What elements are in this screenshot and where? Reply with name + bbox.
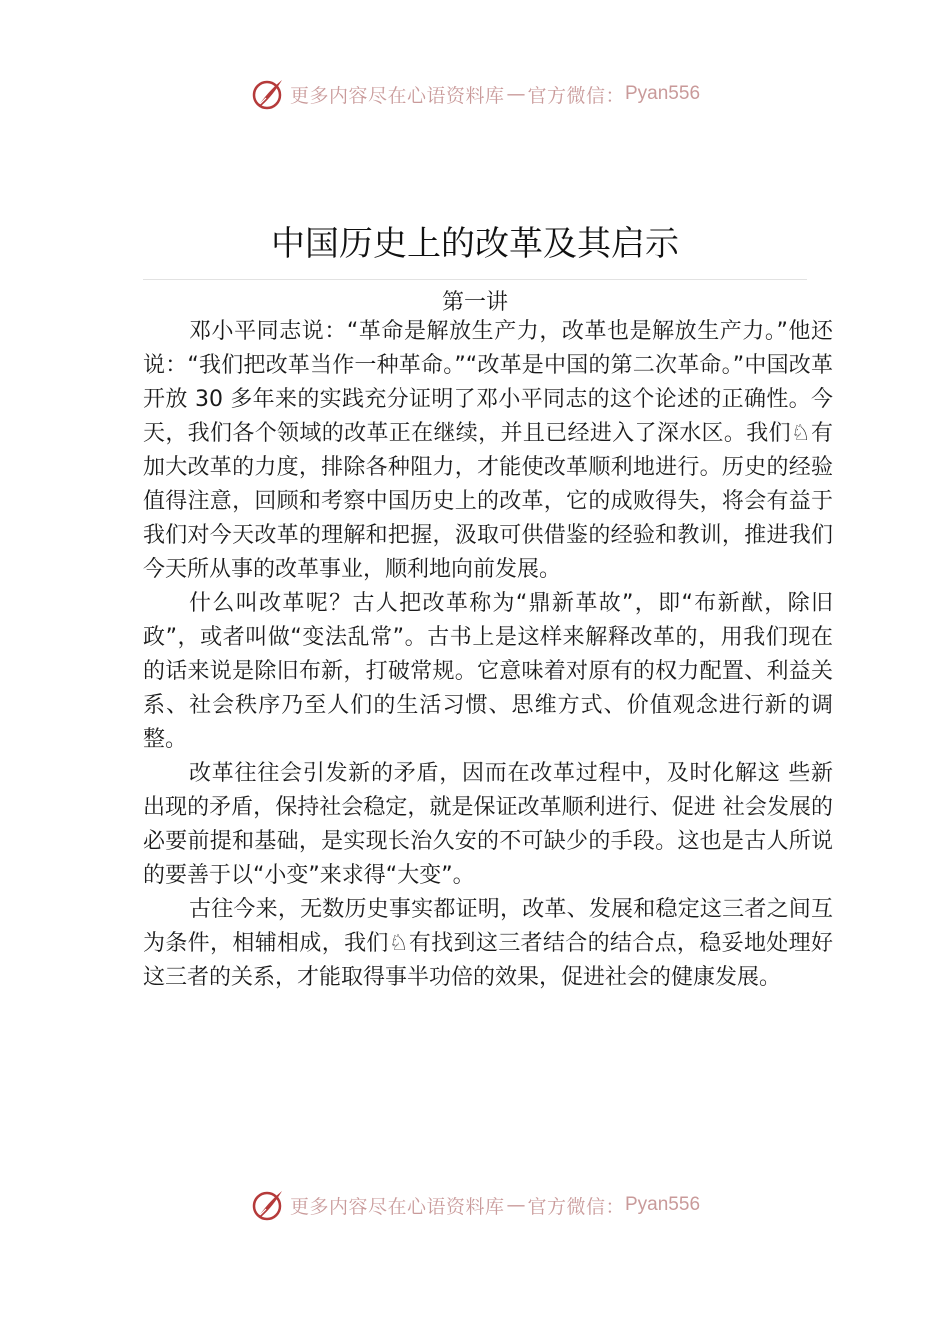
watermark-brand: 更多内容尽在心语资料库 (289, 84, 505, 107)
watermark-separator: — (506, 1194, 526, 1216)
header-watermark (0, 74, 950, 114)
watermark-brand: 更多内容尽在心语资料库 (289, 1195, 505, 1218)
paragraph: 古往今来，无数历史事实都证明，改革、发展和稳定这三者之间互为条件，相辅相成，我们♘有找到这三者结合的结合点，稳妥地处理好这三者的关系，才能取得事半功倍的效果，促进社会的健康发展。 (143, 897, 833, 990)
watermark-separator: — (506, 83, 526, 105)
paragraph: 邓小平同志说：“革命是解放生产力，改革也是解放生产力。”他还说：“我们把改革当作一种革命。”“改革是中国的第二次革命。”中国改革开放 30 多年来的实践充分证明了邓小平同志的这个论述的正确性。今天，我们各个领域的改革正在继续，并且已经进入了深水区。我们♘有加大改革的力度，排除各种阻力，才能使改革顺利地进行。历史的经验值得注意，回顾和考察中国历史上的改革，它的成败得失，将会有益于我们对今天改革的理解和把握，汲取可供借鉴的经验和教训，推进我们今天所从事的改革事业，顺利地向前发展。 (143, 319, 833, 582)
lecture-heading: 第一讲 (441, 290, 508, 315)
document-body (143, 315, 833, 995)
document-title: 中国历史上的改革及其启示 (271, 224, 679, 264)
quill-logo-icon (250, 76, 286, 112)
paragraph: 改革往往会引发新的矛盾，因而在改革过程中，及时化解这 些新出现的矛盾，保持社会稳定，就是保证改革顺利进行、促进 社会发展的必要前提和基础，是实现长治久安的不可缺少的手段。这也是古人所说的要善于以“小变”来求得“大变”。 (143, 761, 833, 888)
watermark-wechat-label: 官方微信： (527, 1195, 625, 1218)
watermark-wechat-id: Pyan556 (625, 1194, 701, 1215)
quill-logo-icon (250, 1187, 286, 1223)
footer-watermark (0, 1185, 950, 1225)
paragraph: 什么叫改革呢？古人把改革称为“鼎新革故”，即“布新猷，除旧政”，或者叫做“变法乱常”。古书上是这样来解释改革的，用我们现在的话来说是除旧布新，打破常规。它意味着对原有的权力配置、利益关系、社会秩序乃至人们的生活习惯、思维方式、价值观念进行新的调整。 (143, 591, 833, 752)
watermark-wechat-id: Pyan556 (625, 83, 701, 104)
watermark-wechat-label: 官方微信： (527, 84, 625, 107)
title-divider (143, 279, 807, 280)
